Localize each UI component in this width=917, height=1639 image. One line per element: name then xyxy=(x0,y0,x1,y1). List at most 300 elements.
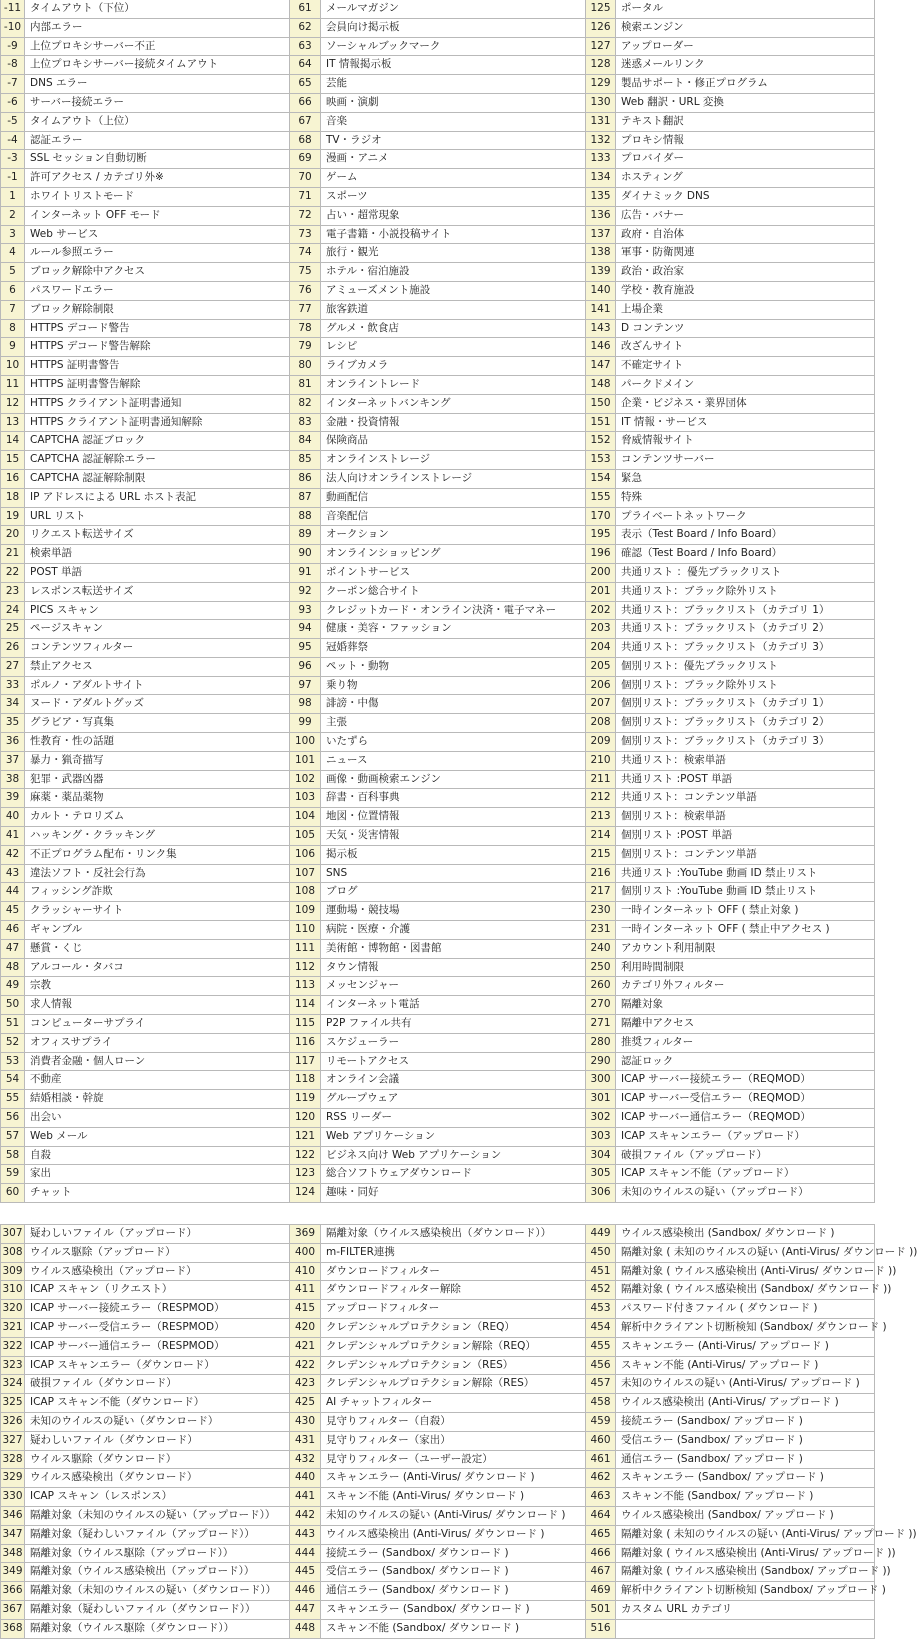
code-cell: 48 xyxy=(1,958,25,977)
code-cell: 307 xyxy=(1,1225,25,1244)
code-cell: 146 xyxy=(586,338,616,357)
table-row xyxy=(1,1525,875,1544)
description-cell: 会員向け掲示板 xyxy=(321,18,586,37)
description-cell: CAPTCHA 認証解除エラー xyxy=(25,451,290,470)
code-cell: 103 xyxy=(290,789,321,808)
code-cell: 457 xyxy=(586,1375,616,1394)
description-cell: 上場企業 xyxy=(616,300,875,319)
description-cell: 性教育・性の話題 xyxy=(25,733,290,752)
description-cell: 解析中クライアント切断検知 (Sandbox/ ダウンロード ) xyxy=(616,1318,875,1337)
description-cell: AI チャットフィルター xyxy=(321,1394,586,1413)
code-cell: 305 xyxy=(586,1165,616,1184)
code-cell: 116 xyxy=(290,1033,321,1052)
code-cell: 210 xyxy=(586,751,616,770)
code-cell: 97 xyxy=(290,676,321,695)
code-cell: 459 xyxy=(586,1412,616,1431)
code-cell: 430 xyxy=(290,1412,321,1431)
code-cell: 469 xyxy=(586,1582,616,1601)
description-cell: インターネット OFF モード xyxy=(25,206,290,225)
code-cell: 447 xyxy=(290,1600,321,1619)
description-cell: ダウンロードフィルター解除 xyxy=(321,1281,586,1300)
description-cell: 個別リスト：ブラック除外リスト xyxy=(616,676,875,695)
description-cell: スポーツ xyxy=(321,187,586,206)
description-cell: Web サービス xyxy=(25,225,290,244)
description-cell: グラビア・写真集 xyxy=(25,714,290,733)
code-cell: 92 xyxy=(290,582,321,601)
code-cell: 50 xyxy=(1,996,25,1015)
description-cell: 共通リスト：検索単語 xyxy=(616,751,875,770)
description-cell: 検索単語 xyxy=(25,545,290,564)
code-cell: 89 xyxy=(290,526,321,545)
code-cell: 68 xyxy=(290,131,321,150)
description-cell: ICAP サーバー受信エラー（RESPMOD） xyxy=(25,1318,290,1337)
code-cell: 464 xyxy=(586,1506,616,1525)
code-cell: 445 xyxy=(290,1563,321,1582)
description-cell: 冠婚葬祭 xyxy=(321,639,586,658)
table-row xyxy=(1,1582,875,1601)
description-cell: 上位プロキシサーバー接続タイムアウト xyxy=(25,56,290,75)
code-cell: 347 xyxy=(1,1525,25,1544)
description-cell: 個別リスト :POST 単語 xyxy=(616,827,875,846)
code-cell: 204 xyxy=(586,639,616,658)
description-cell: ニュース xyxy=(321,751,586,770)
description-cell: パークドメイン xyxy=(616,375,875,394)
code-cell: 150 xyxy=(586,394,616,413)
description-cell: 疑わしいファイル（アップロード） xyxy=(25,1225,290,1244)
code-cell: 309 xyxy=(1,1262,25,1281)
code-cell: 442 xyxy=(290,1506,321,1525)
description-cell: ウイルス感染検出（アップロード） xyxy=(25,1262,290,1281)
table-row xyxy=(1,1146,875,1165)
code-cell: 73 xyxy=(290,225,321,244)
code-cell: 143 xyxy=(586,319,616,338)
code-cell: 452 xyxy=(586,1281,616,1300)
description-cell: グループウェア xyxy=(321,1090,586,1109)
table-row xyxy=(1,451,875,470)
description-cell: IT 情報掲示板 xyxy=(321,56,586,75)
code-cell: 196 xyxy=(586,545,616,564)
description-cell: ICAP サーバー受信エラー（REQMOD） xyxy=(616,1090,875,1109)
code-cell: 44 xyxy=(1,883,25,902)
description-cell: 通信エラー (Sandbox/ アップロード ) xyxy=(616,1450,875,1469)
description-cell: 地図・位置情報 xyxy=(321,808,586,827)
table-row xyxy=(1,714,875,733)
code-cell: 36 xyxy=(1,733,25,752)
description-cell: ICAP スキャンエラー（ダウンロード） xyxy=(25,1356,290,1375)
description-cell: 未知のウイルスの疑い（ダウンロード） xyxy=(25,1412,290,1431)
description-cell: ウイルス感染検出 (Anti-Virus/ アップロード ) xyxy=(616,1394,875,1413)
code-cell: 8 xyxy=(1,319,25,338)
description-cell: HTTPS デコード警告解除 xyxy=(25,338,290,357)
table-row xyxy=(1,507,875,526)
table-row xyxy=(1,563,875,582)
description-cell: m-FILTER連携 xyxy=(321,1243,586,1262)
description-cell: 疑わしいファイル（ダウンロード） xyxy=(25,1431,290,1450)
table-row xyxy=(1,1127,875,1146)
table-row xyxy=(1,1488,875,1507)
description-cell: 許可アクセス / カテゴリ外※ xyxy=(25,169,290,188)
code-cell: 458 xyxy=(586,1394,616,1413)
description-cell: コンテンツフィルター xyxy=(25,639,290,658)
description-cell: ポータル xyxy=(616,0,875,18)
description-cell: プライベートネットワーク xyxy=(616,507,875,526)
description-cell: 動画配信 xyxy=(321,488,586,507)
code-cell: 206 xyxy=(586,676,616,695)
description-cell: 緊急 xyxy=(616,469,875,488)
description-cell: HTTPS クライアント証明書通知 xyxy=(25,394,290,413)
description-cell: グルメ・飲食店 xyxy=(321,319,586,338)
description-cell: 不正プログラム配布・リンク集 xyxy=(25,845,290,864)
code-cell: 151 xyxy=(586,413,616,432)
code-cell: 101 xyxy=(290,751,321,770)
description-cell: 隔離対象 ( ウイルス感染検出 (Anti-Virus/ ダウンロード )) xyxy=(616,1262,875,1281)
description-cell: コンテンツサーバー xyxy=(616,451,875,470)
code-cell: 18 xyxy=(1,488,25,507)
code-cell: 322 xyxy=(1,1337,25,1356)
code-cell: 321 xyxy=(1,1318,25,1337)
table-row xyxy=(1,1033,875,1052)
description-cell: HTTPS クライアント証明書通知解除 xyxy=(25,413,290,432)
description-cell: プロキシ情報 xyxy=(616,131,875,150)
code-cell: 444 xyxy=(290,1544,321,1563)
description-cell: DNS エラー xyxy=(25,75,290,94)
description-cell: 消費者金融・個人ローン xyxy=(25,1052,290,1071)
table-row xyxy=(1,1394,875,1413)
table-row xyxy=(1,206,875,225)
code-cell: 55 xyxy=(1,1090,25,1109)
code-cell: 308 xyxy=(1,1243,25,1262)
description-cell: ホテル・宿泊施設 xyxy=(321,263,586,282)
table-row xyxy=(1,319,875,338)
description-cell: 個別リスト：ブラックリスト（カテゴリ 1） xyxy=(616,695,875,714)
code-cell: 304 xyxy=(586,1146,616,1165)
code-cell: 423 xyxy=(290,1375,321,1394)
table-row xyxy=(1,338,875,357)
code-cell: 466 xyxy=(586,1544,616,1563)
description-cell: タイムアウト（上位） xyxy=(25,112,290,131)
code-cell: 446 xyxy=(290,1582,321,1601)
table-row xyxy=(1,169,875,188)
code-cell: 216 xyxy=(586,864,616,883)
description-cell: 掲示板 xyxy=(321,845,586,864)
table-row xyxy=(1,263,875,282)
table-row xyxy=(1,244,875,263)
table-row xyxy=(1,657,875,676)
description-cell: 隔離対象（疑わしいファイル（ダウンロード）） xyxy=(25,1600,290,1619)
description-cell: 趣味・同好 xyxy=(321,1184,586,1203)
code-cell: 141 xyxy=(586,300,616,319)
table-row xyxy=(1,1337,875,1356)
table-row xyxy=(1,883,875,902)
description-cell: 上位プロキシサーバー不正 xyxy=(25,37,290,56)
description-cell: 隔離対象 ( 未知のウイルスの疑い (Anti-Virus/ ダウンロード )) xyxy=(616,1243,875,1262)
code-cell: 270 xyxy=(586,996,616,1015)
code-cell: 11 xyxy=(1,375,25,394)
code-cell: 465 xyxy=(586,1525,616,1544)
code-cell: 60 xyxy=(1,1184,25,1203)
code-cell: 449 xyxy=(586,1225,616,1244)
code-cell: 326 xyxy=(1,1412,25,1431)
description-cell: 共通リスト：ブラックリスト（カテゴリ 2） xyxy=(616,620,875,639)
table-row xyxy=(1,225,875,244)
description-cell: スキャンエラー (Sandbox/ アップロード ) xyxy=(616,1469,875,1488)
description-cell: URL リスト xyxy=(25,507,290,526)
description-cell: 隔離対象 ( ウイルス感染検出 (Sandbox/ アップロード )) xyxy=(616,1563,875,1582)
description-cell: スキャン不能 (Anti-Virus/ アップロード ) xyxy=(616,1356,875,1375)
description-cell: チャット xyxy=(25,1184,290,1203)
description-cell: 脅威情報サイト xyxy=(616,432,875,451)
description-cell: 内部エラー xyxy=(25,18,290,37)
description-cell: レシピ xyxy=(321,338,586,357)
code-cell: 329 xyxy=(1,1469,25,1488)
code-cell: 25 xyxy=(1,620,25,639)
code-cell: 79 xyxy=(290,338,321,357)
code-cell: -7 xyxy=(1,75,25,94)
code-cell: 207 xyxy=(586,695,616,714)
description-cell: 未知のウイルスの疑い (Anti-Virus/ アップロード ) xyxy=(616,1375,875,1394)
code-cell: 56 xyxy=(1,1109,25,1128)
code-cell: 126 xyxy=(586,18,616,37)
code-cell: 432 xyxy=(290,1450,321,1469)
code-cell: 115 xyxy=(290,1015,321,1034)
table-row xyxy=(1,1318,875,1337)
code-cell: -9 xyxy=(1,37,25,56)
description-cell: ページスキャン xyxy=(25,620,290,639)
table-row xyxy=(1,695,875,714)
table-row xyxy=(1,620,875,639)
code-cell: 327 xyxy=(1,1431,25,1450)
code-cell: 501 xyxy=(586,1600,616,1619)
code-cell: 131 xyxy=(586,112,616,131)
code-cell: 102 xyxy=(290,770,321,789)
description-cell: HTTPS 証明書警告 xyxy=(25,357,290,376)
description-cell: 見守りフィルター（自殺） xyxy=(321,1412,586,1431)
code-cell: 462 xyxy=(586,1469,616,1488)
description-cell: オークション xyxy=(321,526,586,545)
description-cell: 総合ソフトウェアダウンロード xyxy=(321,1165,586,1184)
description-cell: クレデンシャルプロテクション解除（REQ） xyxy=(321,1337,586,1356)
code-cell: 104 xyxy=(290,808,321,827)
table-row xyxy=(1,357,875,376)
description-cell: アルコール・タバコ xyxy=(25,958,290,977)
description-cell: 隔離対象（ウイルス駆除（ダウンロード）） xyxy=(25,1619,290,1638)
description-cell: カルト・テロリズム xyxy=(25,808,290,827)
description-cell: ICAP サーバー接続エラー（REQMOD） xyxy=(616,1071,875,1090)
description-cell: 推奨フィルター xyxy=(616,1033,875,1052)
table-row xyxy=(1,93,875,112)
description-cell: ハッキング・クラッキング xyxy=(25,827,290,846)
code-cell: 410 xyxy=(290,1262,321,1281)
code-cell: 5 xyxy=(1,263,25,282)
code-cell: 330 xyxy=(1,1488,25,1507)
code-cell: 88 xyxy=(290,507,321,526)
code-cell: 230 xyxy=(586,902,616,921)
description-cell: アカウント利用制限 xyxy=(616,939,875,958)
code-cell: 155 xyxy=(586,488,616,507)
description-cell: 認証ロック xyxy=(616,1052,875,1071)
description-cell: 主張 xyxy=(321,714,586,733)
table-row xyxy=(1,996,875,1015)
description-cell: タイムアウト（下位） xyxy=(25,0,290,18)
description-cell: オフィスサプライ xyxy=(25,1033,290,1052)
description-cell: 不確定サイト xyxy=(616,357,875,376)
code-cell: 460 xyxy=(586,1431,616,1450)
description-cell: 接続エラー (Sandbox/ ダウンロード ) xyxy=(321,1544,586,1563)
description-cell: 美術館・博物館・図書館 xyxy=(321,939,586,958)
code-cell: 441 xyxy=(290,1488,321,1507)
code-cell: 202 xyxy=(586,601,616,620)
code-cell: 53 xyxy=(1,1052,25,1071)
description-cell: 企業・ビジネス・業界団体 xyxy=(616,394,875,413)
table-row xyxy=(1,1243,875,1262)
table-row xyxy=(1,1600,875,1619)
table-row xyxy=(1,37,875,56)
description-cell: 保険商品 xyxy=(321,432,586,451)
table-row xyxy=(1,131,875,150)
code-cell: 34 xyxy=(1,695,25,714)
code-cell: 369 xyxy=(290,1225,321,1244)
table-row xyxy=(1,1109,875,1128)
table-row xyxy=(1,1431,875,1450)
code-cell: 2 xyxy=(1,206,25,225)
table-row xyxy=(1,18,875,37)
code-cell: 140 xyxy=(586,281,616,300)
description-cell: 隔離対象（ウイルス感染検出（アップロード）） xyxy=(25,1563,290,1582)
code-cell: 105 xyxy=(290,827,321,846)
code-cell: 127 xyxy=(586,37,616,56)
description-cell: スキャン不能 (Sandbox/ アップロード ) xyxy=(616,1488,875,1507)
description-cell: メッセンジャー xyxy=(321,977,586,996)
table-row xyxy=(1,432,875,451)
description-cell: ウイルス駆除（アップロード） xyxy=(25,1243,290,1262)
table-row xyxy=(1,1052,875,1071)
description-cell: 製品サポート・修正プログラム xyxy=(616,75,875,94)
code-cell: 82 xyxy=(290,394,321,413)
description-cell: パスワード付きファイル ( ダウンロード ) xyxy=(616,1300,875,1319)
code-cell: 325 xyxy=(1,1394,25,1413)
code-cell: 96 xyxy=(290,657,321,676)
code-cell: 411 xyxy=(290,1281,321,1300)
code-cell: 109 xyxy=(290,902,321,921)
table-row xyxy=(1,733,875,752)
description-cell: 特殊 xyxy=(616,488,875,507)
description-cell: アミューズメント施設 xyxy=(321,281,586,300)
description-cell: クラッシャーサイト xyxy=(25,902,290,921)
code-cell: 71 xyxy=(290,187,321,206)
code-cell: 67 xyxy=(290,112,321,131)
code-cell: 310 xyxy=(1,1281,25,1300)
table-row xyxy=(1,1544,875,1563)
code-cell: 83 xyxy=(290,413,321,432)
description-cell: Web アプリケーション xyxy=(321,1127,586,1146)
description-cell: 改ざんサイト xyxy=(616,338,875,357)
code-cell: 66 xyxy=(290,93,321,112)
description-cell: 見守りフィルター（ユーザー設定） xyxy=(321,1450,586,1469)
code-cell: 51 xyxy=(1,1015,25,1034)
description-cell: 隔離対象 ( 未知のウイルスの疑い (Anti-Virus/ アップロード )) xyxy=(616,1525,875,1544)
code-cell: 64 xyxy=(290,56,321,75)
description-cell: スキャン不能 (Anti-Virus/ ダウンロード ) xyxy=(321,1488,586,1507)
code-cell: 170 xyxy=(586,507,616,526)
description-cell: 家出 xyxy=(25,1165,290,1184)
code-cell: 27 xyxy=(1,657,25,676)
code-cell: 62 xyxy=(290,18,321,37)
table-row xyxy=(1,808,875,827)
description-cell: 運動場・競技場 xyxy=(321,902,586,921)
description-cell: TV・ラジオ xyxy=(321,131,586,150)
code-cell: 98 xyxy=(290,695,321,714)
code-cell: 47 xyxy=(1,939,25,958)
description-cell: 自殺 xyxy=(25,1146,290,1165)
code-cell: 440 xyxy=(290,1469,321,1488)
table-row xyxy=(1,1450,875,1469)
description-cell: ポイントサービス xyxy=(321,563,586,582)
code-cell: 46 xyxy=(1,921,25,940)
table-row xyxy=(1,300,875,319)
code-cell: 75 xyxy=(290,263,321,282)
description-cell: 軍事・防衛関連 xyxy=(616,244,875,263)
code-cell: 136 xyxy=(586,206,616,225)
code-cell: 3 xyxy=(1,225,25,244)
description-cell: 個別リスト：優先ブラックリスト xyxy=(616,657,875,676)
code-cell: 108 xyxy=(290,883,321,902)
table-row xyxy=(1,1015,875,1034)
code-cell: 153 xyxy=(586,451,616,470)
description-cell: CAPTCHA 認証解除制限 xyxy=(25,469,290,488)
description-cell xyxy=(616,1619,875,1638)
description-cell: いたずら xyxy=(321,733,586,752)
description-cell: クレデンシャルプロテクション解除（RES） xyxy=(321,1375,586,1394)
code-cell: 152 xyxy=(586,432,616,451)
description-cell: ギャンブル xyxy=(25,921,290,940)
code-cell: 24 xyxy=(1,601,25,620)
description-cell: インターネット電話 xyxy=(321,996,586,1015)
code-cell: 138 xyxy=(586,244,616,263)
description-cell: オンラインストレージ xyxy=(321,451,586,470)
code-cell: 57 xyxy=(1,1127,25,1146)
table-row xyxy=(1,0,875,18)
description-cell: オンラインショッピング xyxy=(321,545,586,564)
description-cell: 病院・医療・介護 xyxy=(321,921,586,940)
code-cell: 78 xyxy=(290,319,321,338)
code-cell: 43 xyxy=(1,864,25,883)
code-cell: 41 xyxy=(1,827,25,846)
description-cell: ウイルス感染検出（ダウンロード） xyxy=(25,1469,290,1488)
description-cell: 違法ソフト・反社会行為 xyxy=(25,864,290,883)
code-cell: 306 xyxy=(586,1184,616,1203)
description-cell: 一時インターネット OFF ( 禁止対象 ) xyxy=(616,902,875,921)
code-cell: 21 xyxy=(1,545,25,564)
code-cell: 134 xyxy=(586,169,616,188)
code-cell: 38 xyxy=(1,770,25,789)
description-cell: アップロードフィルター xyxy=(321,1300,586,1319)
code-cell: 208 xyxy=(586,714,616,733)
description-cell: リモートアクセス xyxy=(321,1052,586,1071)
description-cell: 受信エラー (Sandbox/ ダウンロード ) xyxy=(321,1563,586,1582)
description-cell: 個別リスト :YouTube 動画 ID 禁止リスト xyxy=(616,883,875,902)
code-cell: 213 xyxy=(586,808,616,827)
table-row xyxy=(1,1071,875,1090)
table-row xyxy=(1,1184,875,1203)
description-cell: 破損ファイル（アップロード） xyxy=(616,1146,875,1165)
description-cell: 政府・自治体 xyxy=(616,225,875,244)
description-cell: タウン情報 xyxy=(321,958,586,977)
code-cell: 450 xyxy=(586,1243,616,1262)
description-cell: リクエスト転送サイズ xyxy=(25,526,290,545)
description-cell: ルール参照エラー xyxy=(25,244,290,263)
code-cell: 61 xyxy=(290,0,321,18)
code-cell: 59 xyxy=(1,1165,25,1184)
